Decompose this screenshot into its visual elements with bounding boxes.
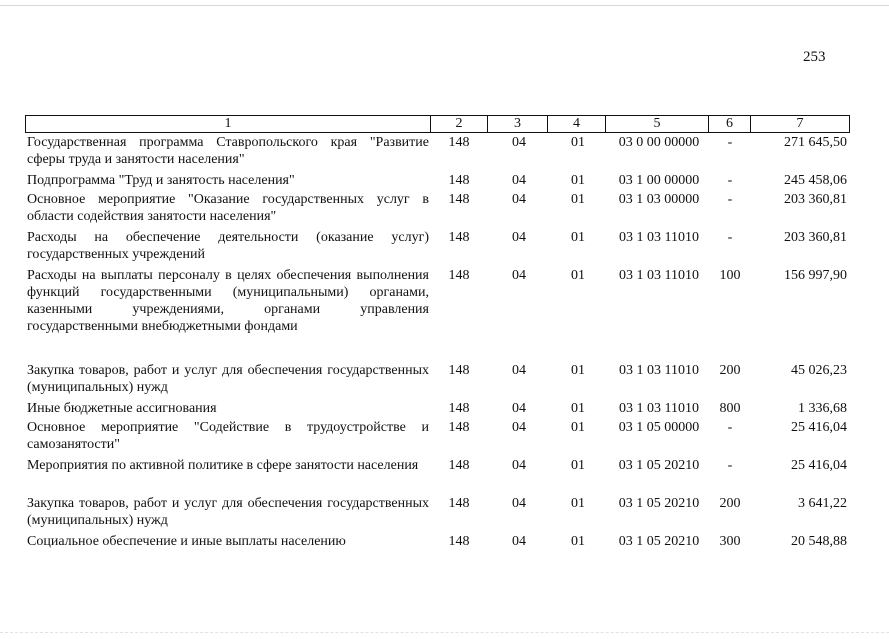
row-col-7: 3 641,22 [798, 496, 847, 511]
row-col-7: 156 997,90 [784, 268, 847, 283]
row-col-6: 100 [719, 268, 741, 283]
row-col-4: 01 [571, 401, 585, 416]
row-col-4: 01 [571, 363, 585, 378]
row-col-3: 04 [512, 496, 526, 511]
row-col-3: 04 [512, 401, 526, 416]
row-col-5: 03 1 05 20210 [618, 534, 700, 549]
row-col-7: 203 360,81 [784, 192, 847, 207]
row-col-7: 245 458,06 [784, 173, 847, 188]
row-col-2: 148 [448, 363, 470, 378]
row-col-3: 04 [512, 268, 526, 283]
row-col-2: 148 [448, 496, 470, 511]
header-col-7: 7 [751, 115, 850, 133]
row-col-3: 04 [512, 363, 526, 378]
row-col-2: 148 [448, 401, 470, 416]
header-col-5: 5 [606, 115, 709, 133]
row-col-5: 03 1 03 11010 [619, 401, 699, 416]
row-col-2: 148 [448, 268, 470, 283]
row-col-6: 200 [719, 363, 741, 378]
row-col-5: 03 1 05 20210 [618, 458, 700, 473]
row-col-4: 01 [571, 458, 585, 473]
row-col-7: 25 416,04 [791, 420, 847, 435]
row-col-6: 300 [719, 534, 741, 549]
row-col-2: 148 [448, 420, 470, 435]
row-col-7: 1 336,68 [798, 401, 847, 416]
row-col-3: 04 [512, 420, 526, 435]
row-name: Основное мероприятие "Содействие в трудоустройстве и самозанятости" [27, 420, 429, 452]
row-col-5: 03 1 05 00000 [618, 420, 700, 435]
header-col-6: 6 [709, 115, 751, 133]
header-col-4: 4 [548, 115, 606, 133]
top-scan-line [0, 5, 889, 6]
row-col-4: 01 [571, 192, 585, 207]
row-col-5: 03 1 03 11010 [619, 268, 699, 283]
row-col-5: 03 1 03 11010 [619, 363, 699, 378]
row-col-2: 148 [448, 230, 470, 245]
row-col-4: 01 [571, 420, 585, 435]
row-name: Мероприятия по активной политике в сфере занятости населения [27, 458, 419, 473]
row-name: Государственная программа Ставропольского края "Развитие сферы труда и занятости населения" [27, 135, 429, 167]
row-col-3: 04 [512, 135, 526, 150]
page-number: 253 [803, 49, 826, 65]
row-name: Социальное обеспечение и иные выплаты населению [27, 534, 346, 549]
row-name: Расходы на выплаты персоналу в целях обеспечения выполнения функций государственными (муниципальными) органами, казенными учреждениями, органами управления государственными внебюджетными фондами [27, 268, 429, 334]
header-col-2: 2 [431, 115, 488, 133]
row-col-3: 04 [512, 458, 526, 473]
row-col-6: - [727, 173, 733, 188]
row-col-3: 04 [512, 173, 526, 188]
row-col-6: 200 [719, 496, 741, 511]
row-col-5: 03 1 00 00000 [618, 173, 700, 188]
row-col-6: - [727, 420, 733, 435]
row-name: Расходы на обеспечение деятельности (оказание услуг) государственных учреждений [27, 230, 429, 262]
row-col-4: 01 [571, 173, 585, 188]
row-col-7: 45 026,23 [791, 363, 847, 378]
row-col-6: - [727, 230, 733, 245]
row-col-2: 148 [448, 192, 470, 207]
row-col-6: - [727, 192, 733, 207]
row-col-4: 01 [571, 534, 585, 549]
row-name: Основное мероприятие "Оказание государственных услуг в области содействия занятости населения" [27, 192, 429, 224]
row-col-7: 25 416,04 [791, 458, 847, 473]
row-col-3: 04 [512, 534, 526, 549]
row-col-5: 03 1 03 11010 [619, 230, 699, 245]
row-col-7: 203 360,81 [784, 230, 847, 245]
row-col-4: 01 [571, 135, 585, 150]
header-col-1: 1 [25, 115, 431, 133]
row-col-4: 01 [571, 230, 585, 245]
row-col-5: 03 1 05 20210 [618, 496, 700, 511]
table-header-row [25, 115, 850, 133]
row-col-6: - [727, 135, 733, 150]
row-name: Закупка товаров, работ и услуг для обеспечения государственных (муниципальных) нужд [27, 363, 429, 395]
row-col-4: 01 [571, 268, 585, 283]
row-name: Подпрограмма "Труд и занятость населения" [27, 173, 295, 188]
row-name: Иные бюджетные ассигнования [27, 401, 217, 416]
row-col-2: 148 [448, 173, 470, 188]
row-col-7: 20 548,88 [791, 534, 847, 549]
row-col-3: 04 [512, 192, 526, 207]
row-col-2: 148 [448, 135, 470, 150]
bottom-scan-line [0, 632, 889, 633]
row-name: Закупка товаров, работ и услуг для обеспечения государственных (муниципальных) нужд [27, 496, 429, 528]
row-col-6: - [727, 458, 733, 473]
row-col-5: 03 0 00 00000 [618, 135, 700, 150]
row-col-2: 148 [448, 458, 470, 473]
row-col-2: 148 [448, 534, 470, 549]
row-col-4: 01 [571, 496, 585, 511]
row-col-7: 271 645,50 [784, 135, 847, 150]
header-col-3: 3 [488, 115, 548, 133]
row-col-5: 03 1 03 00000 [618, 192, 700, 207]
row-col-3: 04 [512, 230, 526, 245]
row-col-6: 800 [719, 401, 741, 416]
